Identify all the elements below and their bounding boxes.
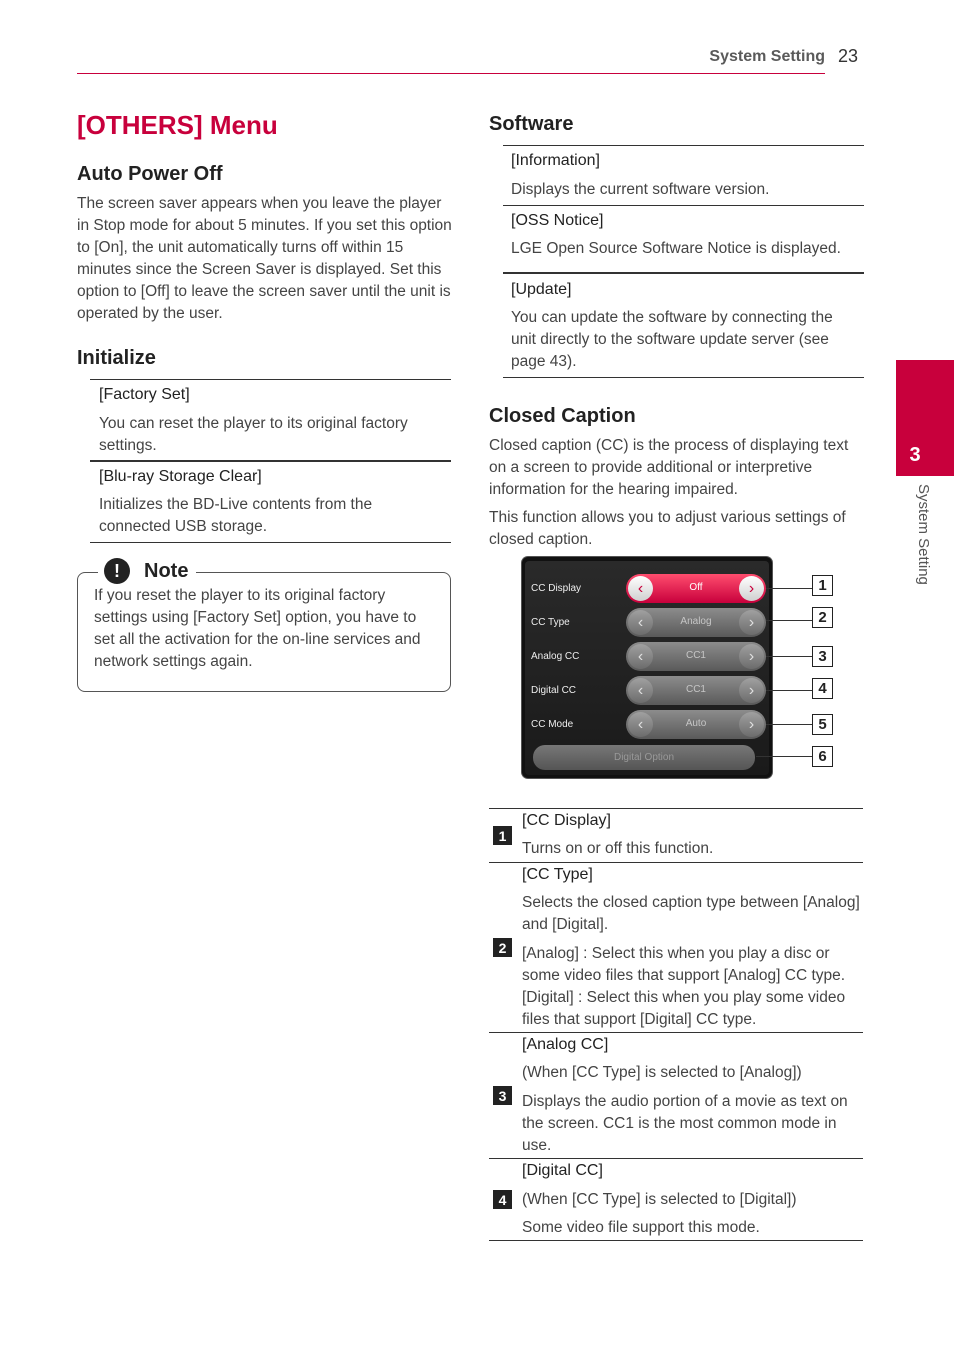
cc-mode-label: CC Mode [531, 719, 574, 730]
digital-option-button[interactable]: Digital Option [533, 745, 755, 770]
callout-4: 4 [812, 678, 833, 699]
closed-caption-intro-2: This function allows you to adjust various settings of closed caption. [489, 509, 846, 548]
cc-type-label: CC Type [531, 617, 570, 628]
callout-line [766, 588, 812, 589]
divider [90, 542, 451, 543]
row-number-2: 2 [493, 938, 512, 957]
cc-type-value: Analog [680, 616, 712, 627]
header-divider [77, 73, 825, 74]
divider [503, 377, 864, 378]
row-number-1: 1 [493, 826, 512, 845]
digital-cc-value: CC1 [685, 684, 706, 695]
cc-display-label: CC Display [531, 583, 582, 594]
cc-mode-selector[interactable] [626, 710, 766, 739]
digital-cc-row-desc: Some video file support this mode. [522, 1219, 760, 1236]
update-desc: You can update the software by connecting the unit directly to the software update server (see page 43). [511, 309, 833, 370]
factory-set-desc: You can reset the player to its original factory settings. [99, 415, 408, 454]
oss-notice-desc: LGE Open Source Software Notice is displayed. [511, 240, 841, 257]
callout-5: 5 [812, 714, 833, 735]
blu-ray-storage-clear-title: [Blu-ray Storage Clear] [99, 468, 262, 485]
cc-display-row-desc: Turns on or off this function. [522, 840, 714, 857]
callout-1: 1 [812, 575, 833, 596]
initialize-heading: Initialize [77, 347, 156, 369]
analog-cc-row-condition: (When [CC Type] is selected to [Analog]) [522, 1064, 802, 1081]
callout-line [766, 690, 812, 691]
chevron-left-icon[interactable]: ‹ [628, 678, 653, 703]
digital-cc-row-title: [Digital CC] [522, 1162, 603, 1179]
blu-ray-storage-clear-desc: Initializes the BD-Live contents from the connected USB storage. [99, 496, 373, 535]
page-title: [OTHERS] Menu [77, 110, 278, 140]
digital-cc-label: Digital CC [531, 685, 577, 696]
cc-display-selector[interactable] [626, 574, 766, 603]
table-rule [489, 862, 863, 863]
cc-type-row-desc: Selects the closed caption type between [Analog] and [Digital]. [522, 894, 860, 933]
chevron-right-icon[interactable]: › [739, 576, 764, 601]
divider [503, 145, 864, 146]
callout-line [756, 756, 812, 757]
chevron-right-icon[interactable]: › [739, 610, 764, 635]
analog-cc-row-desc: Displays the audio portion of a movie as text on the screen. CC1 is the most common mode in use. [522, 1093, 848, 1154]
analog-cc-label: Analog CC [531, 651, 580, 662]
divider [90, 379, 451, 380]
divider [90, 460, 451, 462]
cc-type-row-detail: [Analog] : Select this when you play a disc or some video files that support [Analog] CC type. [Digital] : Select this when you play some video files that support [Digital] CC type. [522, 945, 846, 1028]
divider [503, 205, 864, 206]
callout-2: 2 [812, 607, 833, 628]
exclamation-icon: ! [104, 558, 130, 584]
chevron-right-icon[interactable]: › [739, 712, 764, 737]
callout-line [766, 620, 812, 621]
digital-cc-selector[interactable] [626, 676, 766, 705]
row-number-4: 4 [493, 1190, 512, 1209]
cc-mode-value: Auto [685, 718, 707, 729]
information-desc: Displays the current software version. [511, 181, 770, 198]
table-rule [489, 1240, 863, 1241]
information-title: [Information] [511, 152, 600, 169]
table-rule [489, 1032, 863, 1033]
note-header [98, 556, 196, 586]
chevron-left-icon[interactable]: ‹ [628, 644, 653, 669]
factory-set-title: [Factory Set] [99, 386, 190, 403]
table-rule [489, 808, 863, 809]
running-header-section: System Setting [709, 48, 825, 65]
callout-line [766, 656, 812, 657]
cc-display-row-title: [CC Display] [522, 812, 611, 829]
cc-type-row-title: [CC Type] [522, 866, 593, 883]
note-text: If you reset the player to its original factory settings using [Factory Set] option, you have to set all the activation for the on-line services and network settings again. [94, 587, 421, 670]
digital-cc-row-condition: (When [CC Type] is selected to [Digital]) [522, 1191, 797, 1208]
callout-3: 3 [812, 646, 833, 667]
chevron-left-icon[interactable]: ‹ [628, 712, 653, 737]
chevron-left-icon[interactable]: ‹ [628, 576, 653, 601]
callout-line [766, 724, 812, 725]
divider [503, 272, 864, 274]
cc-display-value: Off [689, 582, 703, 593]
auto-power-off-heading: Auto Power Off [77, 163, 223, 185]
chevron-right-icon[interactable]: › [739, 644, 764, 669]
cc-type-selector[interactable] [626, 608, 766, 637]
analog-cc-value: CC1 [685, 650, 706, 661]
closed-caption-heading: Closed Caption [489, 405, 636, 427]
oss-notice-title: [OSS Notice] [511, 212, 604, 229]
chevron-left-icon[interactable]: ‹ [628, 610, 653, 635]
closed-caption-intro: Closed caption (CC) is the process of displaying text on a screen to provide additional or interpretive information for the hearing impaired. [489, 437, 849, 498]
table-rule [489, 1158, 863, 1159]
row-number-3: 3 [493, 1086, 512, 1105]
callout-6: 6 [812, 746, 833, 767]
analog-cc-row-title: [Analog CC] [522, 1036, 609, 1053]
note-label: Note [144, 559, 189, 582]
chapter-number: 3 [909, 444, 921, 466]
auto-power-off-text: The screen saver appears when you leave the player in Stop mode for about 5 minutes. If you set this option to [On], the unit automatically turns off within 15 minutes since the Screen Saver is displayed. Set this option to [Off] to leave the screen saver until the unit is operated by the user. [77, 195, 452, 322]
chapter-label: System Setting [915, 484, 932, 585]
software-heading: Software [489, 113, 574, 135]
chevron-right-icon[interactable]: › [739, 678, 764, 703]
update-title: [Update] [511, 281, 572, 298]
analog-cc-selector[interactable] [626, 642, 766, 671]
page-number: 23 [838, 46, 859, 66]
